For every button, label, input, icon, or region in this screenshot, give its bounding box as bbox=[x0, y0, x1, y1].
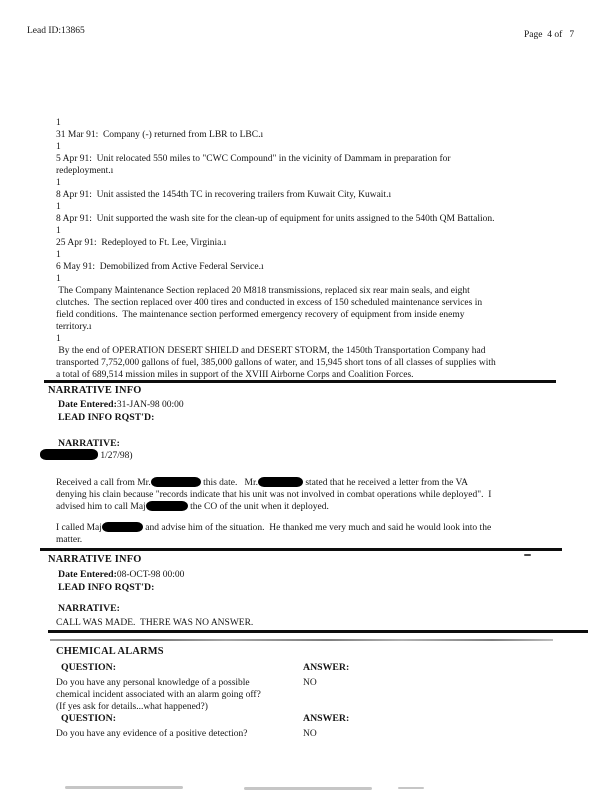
date-entered-value: 08-OCT-98 00:00 bbox=[116, 570, 185, 580]
history-line: clutches. The section replaced over 400 tires and conducted in excess of 150 scheduled maintenance services in bbox=[56, 298, 483, 308]
scan-artifact bbox=[398, 787, 424, 789]
history-line: 8 Apr 91: Unit assisted the 1454th TC in recovering trailers from Kuwait City, Kuwait.ı bbox=[56, 190, 392, 200]
redaction-bar bbox=[151, 477, 201, 487]
separator-rule bbox=[44, 380, 556, 383]
history-line: By the end of OPERATION DESERT SHIELD and DESERT STORM, the 1450th Transportation Company had bbox=[56, 346, 486, 356]
separator-rule bbox=[40, 548, 562, 551]
question-text: Do you have any evidence of a positive detection? bbox=[56, 729, 248, 739]
redacted-stamp-line bbox=[40, 449, 133, 462]
date-entered-label: Date Entered: bbox=[58, 569, 117, 580]
history-line: a total of 689,514 mission miles in support of the XVIII Airborne Corps and Coalition Forces. bbox=[56, 370, 414, 380]
scan-artifact bbox=[524, 554, 531, 556]
narrative-label: NARRATIVE: bbox=[58, 603, 120, 614]
history-line: 1 bbox=[56, 274, 61, 284]
history-line: 8 Apr 91: Unit supported the wash site for the clean-up of equipment for units assigned to the 540th QM Battalion. bbox=[56, 214, 495, 224]
narrative-text: stated that he received a letter from the VA bbox=[302, 478, 469, 488]
history-line: 25 Apr 91: Redeployed to Ft. Lee, Virginia.ı bbox=[56, 238, 227, 248]
history-line: The Company Maintenance Section replaced 20 M818 transmissions, replaced six rear main seals, and eight bbox=[56, 286, 470, 296]
question-label: QUESTION: bbox=[61, 713, 116, 724]
history-line: 1 bbox=[56, 226, 61, 236]
narrative-line bbox=[56, 534, 82, 546]
separator-rule bbox=[48, 630, 588, 633]
narrative-body: CALL WAS MADE. THERE WAS NO ANSWER. bbox=[56, 618, 254, 628]
narrative-text: and advise him of the situation. He thanked me very much and said he would look into the bbox=[142, 523, 492, 533]
narrative-text: denying his clain because "records indicate that his unit was not involved in combat operations while deployed". I bbox=[56, 490, 492, 500]
history-line: 1 bbox=[56, 142, 61, 152]
narrative-text: matter. bbox=[56, 535, 83, 545]
redaction-bar bbox=[146, 501, 188, 511]
answer-label: ANSWER: bbox=[303, 662, 350, 673]
unit-history-section bbox=[56, 117, 496, 381]
narrative-line bbox=[56, 522, 491, 534]
date-entered-value: 31-JAN-98 00:00 bbox=[116, 400, 184, 410]
narrative-text: the CO of the unit when it deployed. bbox=[187, 502, 329, 512]
history-line: 1 bbox=[56, 202, 61, 212]
answer-label: ANSWER: bbox=[303, 713, 350, 724]
scan-artifact bbox=[65, 786, 183, 789]
date-entered-label: Date Entered: bbox=[58, 399, 117, 410]
history-line: 1 bbox=[56, 118, 61, 128]
history-line: territory.ı bbox=[56, 322, 92, 332]
separator-rule-thin bbox=[50, 639, 553, 641]
lead-info-label: LEAD INFO RQST'D: bbox=[58, 582, 155, 593]
narrative-text: I called Maj bbox=[56, 523, 102, 533]
question-text: chemical incident associated with an alarm going off? bbox=[56, 690, 261, 700]
history-line: 6 May 91: Demobilized from Active Federal Service.ı bbox=[56, 262, 264, 272]
redaction-bar bbox=[102, 522, 143, 532]
narrative-line bbox=[56, 501, 329, 513]
history-line: 1 bbox=[56, 178, 61, 188]
history-line: 31 Mar 91: Company (-) returned from LBR to LBC.ı bbox=[56, 130, 264, 140]
page-number: Page 4 of 7 bbox=[524, 30, 575, 40]
question-label: QUESTION: bbox=[61, 662, 116, 673]
history-line: redeployment.ı bbox=[56, 166, 114, 176]
redaction-bar bbox=[40, 449, 98, 460]
history-line: transported 7,752,000 gallons of fuel, 385,000 gallons of water, and 15,945 short tons of all classes of supplies with bbox=[56, 358, 496, 368]
narrative-text: this date. Mr. bbox=[200, 478, 258, 488]
chemical-alarms-title: CHEMICAL ALARMS bbox=[56, 646, 164, 657]
narrative-text: Received a call from Mr. bbox=[56, 478, 151, 488]
history-line: field conditions. The maintenance section performed emergency recovery of equipment from inside enemy bbox=[56, 310, 465, 320]
answer-value: NO bbox=[303, 729, 317, 739]
question-text: Do you have any personal knowledge of a possible bbox=[56, 678, 250, 688]
date-entered-row bbox=[58, 399, 184, 411]
narrative-text: advised him to call Maj bbox=[56, 502, 146, 512]
history-line: 1 bbox=[56, 250, 61, 260]
answer-value: NO bbox=[303, 678, 317, 688]
narrative-info-title: NARRATIVE INFO bbox=[48, 385, 142, 396]
lead-id: Lead ID:13865 bbox=[27, 26, 85, 36]
redaction-bar bbox=[258, 477, 303, 487]
narrative-info-title: NARRATIVE INFO bbox=[48, 554, 142, 565]
history-line: 1 bbox=[56, 334, 61, 344]
narrative-line bbox=[56, 489, 491, 501]
scan-artifact bbox=[244, 787, 372, 790]
narrative-line bbox=[56, 477, 468, 489]
narrative-label: NARRATIVE: bbox=[58, 438, 120, 449]
question-text: (If yes ask for details...what happened?) bbox=[56, 702, 208, 712]
narrative-text: 1/27/98) bbox=[98, 451, 133, 461]
lead-info-label: LEAD INFO RQST'D: bbox=[58, 412, 155, 423]
history-line: 5 Apr 91: Unit relocated 550 miles to "CWC Compound" in the vicinity of Dammam in preparation for bbox=[56, 154, 451, 164]
date-entered-row bbox=[58, 569, 184, 581]
